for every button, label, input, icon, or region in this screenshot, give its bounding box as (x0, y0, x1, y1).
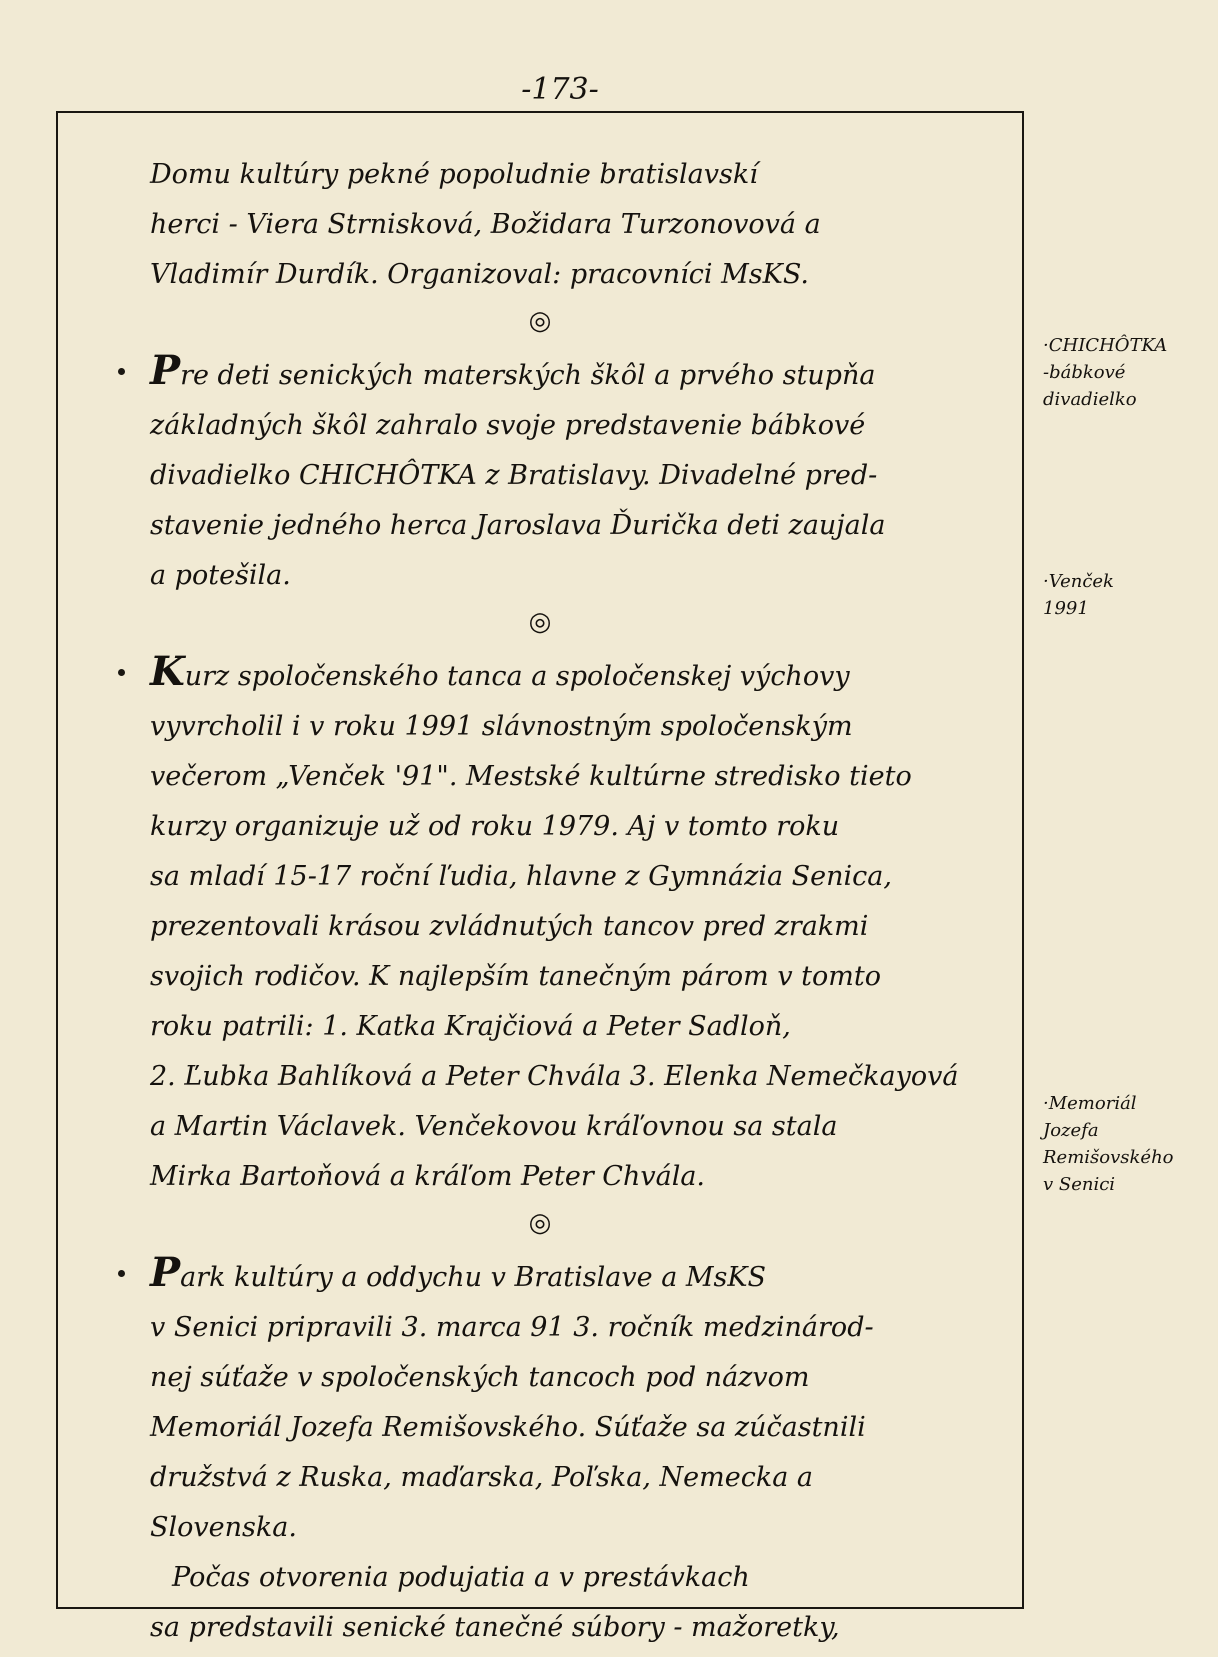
text-line: divadielko CHICHÔTKA z Bratislavy. Divadelné pred- (150, 460, 878, 491)
drop-cap: K (150, 648, 185, 695)
text-line: re deti senických materských škôl a prvého stupňa (180, 360, 876, 391)
margin-note-memorial (1043, 1090, 1174, 1198)
margin-note-line: v Senici (1043, 1174, 1116, 1195)
text-line: svojich rodičov. K najlepším tanečným párom v tomto (150, 961, 881, 992)
text-line: Domu kultúry pekné popoludnie bratislavskí (150, 159, 758, 190)
separator-ornament: ◎ (528, 607, 552, 637)
margin-note-line: 1991 (1043, 598, 1089, 619)
text-line: základných škôl zahralo svoje predstavenie bábkové (150, 410, 866, 441)
margin-note-chichotka (1043, 332, 1167, 413)
text-line: roku patrili: 1. Katka Krajčiová a Peter Sadloň, (150, 1011, 791, 1042)
bullet-dot (118, 1270, 125, 1277)
margin-note-line: ·Memoriál (1043, 1093, 1137, 1114)
text-line: Slovenska. (150, 1512, 297, 1543)
text-line: ark kultúry a oddychu v Bratislave a MsKS (180, 1262, 767, 1293)
text-line: Vladimír Durdík. Organizoval: pracovníci MsKS. (150, 259, 809, 290)
text-line: a potešila. (150, 560, 291, 591)
margin-note-line: ·CHICHÔTKA (1043, 335, 1168, 356)
margin-note-line: -bábkové (1043, 362, 1126, 383)
text-line: v Senici pripravili 3. marca 91 3. ročník medzinárod- (150, 1312, 874, 1343)
separator-ornament: ◎ (528, 306, 552, 336)
paragraph-intro (150, 150, 1030, 300)
bullet-dot (118, 368, 125, 375)
margin-note-line: divadielko (1043, 389, 1137, 410)
drop-cap: P (150, 347, 181, 394)
page-number: -173- (521, 72, 599, 107)
bullet-dot (118, 669, 125, 676)
text-line: 2. Ľubka Bahlíková a Peter Chvála 3. Elenka Nemečkayová (150, 1061, 959, 1092)
margin-note-line: ·Venček (1043, 571, 1114, 592)
text-line: Počas otvorenia podujatia a v prestávkach (172, 1562, 750, 1593)
paragraph-chichotka (150, 346, 1030, 601)
text-line: sa mladí 15-17 roční ľudia, hlavne z Gymnázia Senica, (150, 861, 892, 892)
text-line: herci - Viera Strnisková, Božidara Turzonovová a (150, 209, 821, 240)
text-line: urz spoločenského tanca a spoločenskej výchovy (184, 661, 850, 692)
text-line: a Martin Václavek. Venčekovou kráľovnou sa stala (150, 1111, 838, 1142)
text-line: prezentovali krásou zvládnutých tancov pred zrakmi (150, 911, 869, 942)
text-line: večerom „Venček '91". Mestské kultúrne stredisko tieto (150, 761, 912, 792)
text-line: stavenie jedného herca Jaroslava Ďuričkа deti zaujala (150, 510, 886, 541)
text-line: nej súťaže v spoločenských tancoch pod názvom (150, 1362, 810, 1393)
text-line: sa predstavili senické tanečné súbory - mažoretky, (150, 1612, 840, 1643)
text-line: družstvá z Ruska, maďarska, Poľska, Nemecka a (150, 1462, 813, 1493)
text-line: vyvrcholil i v roku 1991 slávnostným spoločenským (150, 711, 853, 742)
text-line: Mirka Bartoňová a kráľom Peter Chvála. (150, 1161, 706, 1192)
drop-cap: P (150, 1249, 181, 1296)
margin-note-line: Remišovského (1043, 1147, 1174, 1168)
text-line: kurzy organizuje už od roku 1979. Aj v tomto roku (150, 811, 840, 842)
margin-note-line: Jozefa (1043, 1120, 1099, 1141)
paragraph-park (150, 1248, 1030, 1653)
paragraph-kurz (150, 647, 1030, 1202)
page-content (150, 150, 1030, 1653)
text-line: Memoriál Jozefa Remišovského. Súťaže sa zúčastnili (150, 1412, 866, 1443)
margin-note-vencek (1043, 568, 1114, 622)
separator-ornament: ◎ (528, 1208, 552, 1238)
